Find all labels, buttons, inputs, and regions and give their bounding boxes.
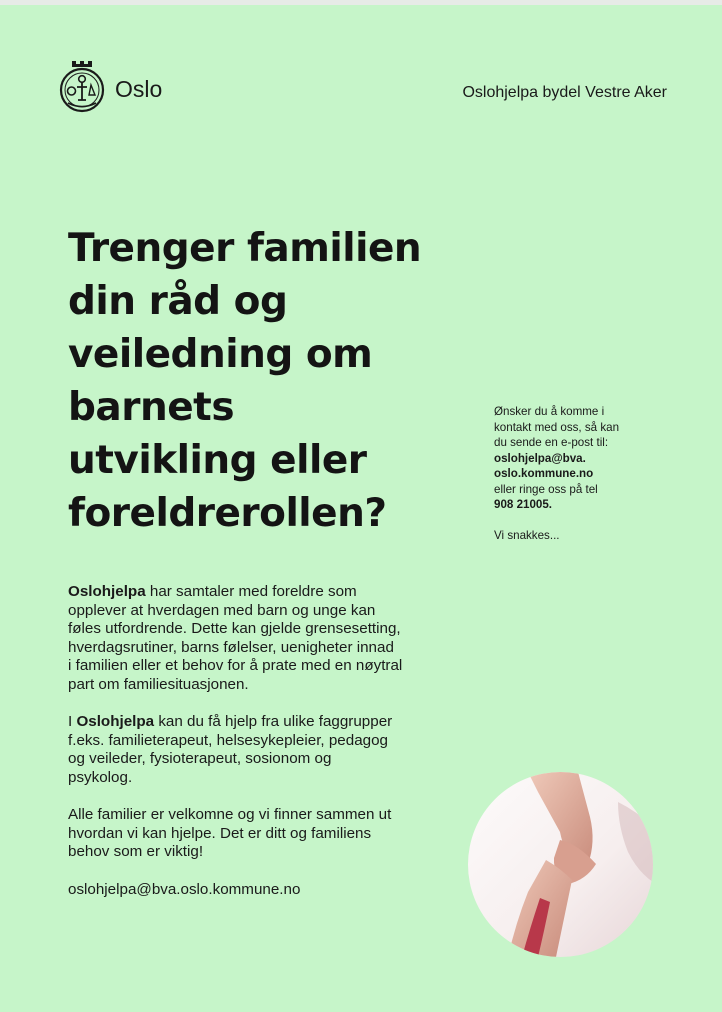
contact-email[interactable]: oslohjelpa@bva. [494,451,586,465]
paragraph-welcome: Alle familier er velkomne og vi finner sammen ut hvordan vi kan hjelpe. Det er ditt og familiens behov som er viktig! [68,806,392,861]
contact-intro: kontakt med oss, så kan [494,420,620,434]
headline [68,222,468,540]
contact-box [494,404,644,543]
contact-phone-intro: eller ringe oss på tel [494,482,598,496]
brand-name: Oslohjelpa [76,713,155,731]
photo-illustration [468,772,653,957]
logo-text: Oslo [115,75,163,102]
body-text [68,583,448,918]
footer-email[interactable]: oslohjelpa@bva.oslo.kommune.no [68,880,301,898]
brand-name: Oslohjelpa [68,583,146,600]
contact-phone[interactable]: 908 21005. [494,498,553,511]
contact-intro: du sende en e-post til: [494,436,609,449]
top-edge [0,0,722,5]
contact-intro: Ønsker du å komme i [494,405,605,418]
headline-line: Trenger familien [68,226,422,271]
paragraph-professionals: I Oslohjelpa kan du få hjelp fra ulike faggrupper f.eks. familieterapeut, helsesykepleier, pedagog og veileder, fysioterapeut, sosionom og psykolog. [68,713,393,786]
headline-line: utvikling eller [68,438,367,483]
paragraph-intro: Oslohjelpa har samtaler med foreldre som opplever at hverdagen med barn og unge kan føles utfordrende. Dette kan gjelde grensesetting, hverdagsrutiner, barns følelser, uenigheter innad i familien eller et behov for å prate med en nøytral part om familiesituasjonen. [68,583,403,693]
headline-line: veiledning om [68,332,373,377]
oslo-logo [58,58,162,114]
contact-closing: Vi snakkes... [494,528,560,542]
unit-name: Oslohjelpa bydel Vestre Aker [462,84,667,101]
headline-line: din råd og [68,279,288,324]
headline-line: barnets [68,385,235,430]
contact-email[interactable]: oslo.kommune.no [494,467,594,480]
oslo-seal-icon [58,58,106,114]
holding-hands-photo [468,772,653,957]
headline-line: foreldrerollen? [68,491,387,536]
